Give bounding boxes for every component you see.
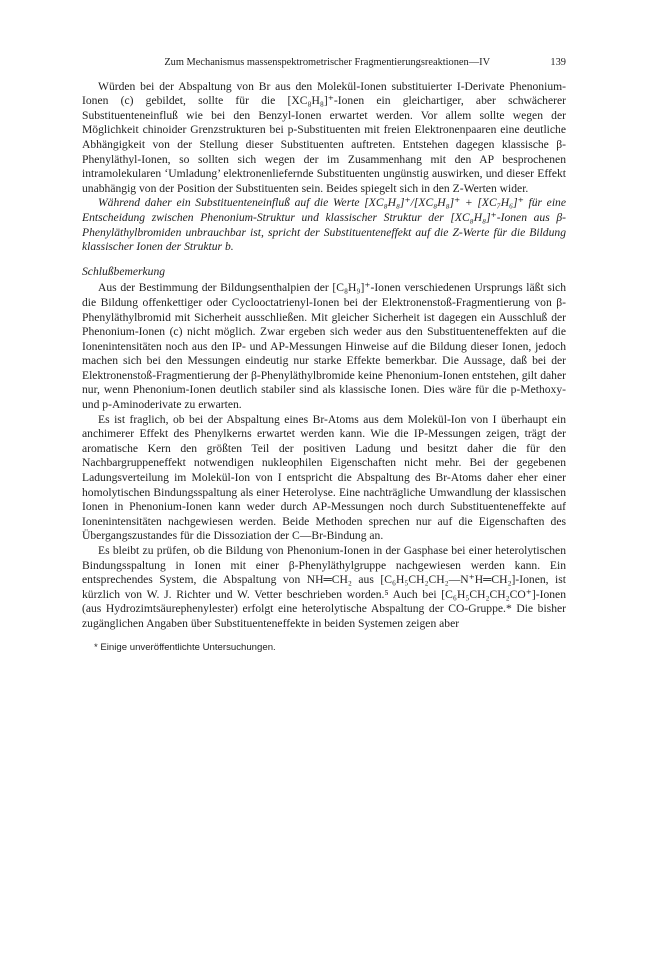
paragraph-4: Es ist fraglich, ob bei der Abspaltung eines Br-Atoms aus dem Molekül-Ion von I überhaupt ein anchimerer Effekt des Phenylkerns erwartet werden kann. Wie die IP-Messungen zeigen, trägt der aromatische Kern den größten Teil der positiven Ladung und besitzt daher die für den Nachbargruppeneffekt notwendigen nukleophilen Eigenschaften nicht mehr. Bei der gegebenen Ladungsverteilung im Molekül-Ion von I entspricht die Abspaltung des Br-Atoms daher eher einer homolytischen Bindungsspaltung als einer Heterolyse. Eine nachträgliche Umwandlung der klassischen Ionen in Phenonium-Ionen kann weder durch AP-Messungen noch durch Substituenteneffekte auf Ionenintensitäten nachgewiesen werden. Beide Methoden sprechen nur auf die Eigenschaften des Übergangszustandes für die Dissoziation der C—Br-Bindung an. — [82, 412, 566, 543]
paragraph-2-italic: Während daher ein Substituenteneinfluß auf die Werte [XC₈H₈]⁺/[XC₈H₈]⁺ + [XC₇H₆]⁺ für eine Entscheidung zwischen Phenonium-Struktur und klassischer Struktur der [XC₈H₈]⁺-Ionen aus β-Phenyläthylbromiden unbrauchbar ist, spricht der Substituenteneffekt auf die Z-Werte für die Bildung klassischer Ionen der Struktur b. — [82, 196, 566, 254]
paper-page — [82, 56, 566, 654]
page-number: 139 — [550, 57, 566, 68]
section-title: Schlußbemerkung — [82, 264, 166, 278]
paragraph-5: Es bleibt zu prüfen, ob die Bildung von Phenonium-Ionen in der Gasphase bei einer heterolytischen Bindungsspaltung in Ionen mit einer β-Phenyläthylgruppe nachgewiesen werden kann. Ein entsprechendes System, die Abspaltung von NH═CH₂ aus [C₆H₅CH₂CH₂—N⁺H═CH₂]-Ionen, ist kürzlich von W. J. Richter und W. Vetter beschrieben worden.⁵ Auch bei [C₆H₅CH₂CH₂CO⁺]-Ionen (aus Hydrozimtsäurephenylester) erfolgt eine heterolytische Abspaltung der CO-Gruppe.* Die bisher zugänglichen Angaben über Substituenteneffekte in beiden Systemen zeigen aber — [82, 544, 566, 630]
paragraph-1: Würden bei der Abspaltung von Br aus den Molekül-Ionen substituierter I-Derivate Phenonium-Ionen (c) gebildet, sollte für die [XC₈H₈]⁺-Ionen ein gleichartiger, aber schwächerer Substituenteneinfluß wie bei den Benzyl-Ionen erwartet werden. Vor allem sollte wegen der Möglichkeit chinoider Grenzstrukturen bei p-Substituenten mit freien Elektronenpaaren eine deutliche Abhängigkeit von der Stellung dieser Substituenten auftreten. Entstehen dagegen klassische β-Phenyläthyl-Ionen, so sollten sich wegen der im Zusammenhang mit den AP besprochenen intramolekularen ‘Umladung’ elektronenliefernde Substituenten ungünstig auswirken, und dieser Effekt unabhängig von der Position der Substituenten sein. Beides spiegelt sich in den Z-Werten wider. — [82, 79, 566, 195]
page-header — [82, 56, 566, 71]
paragraph-3: Aus der Bestimmung der Bildungsenthalpien der [C₈H₉]⁺-Ionen verschiedenen Ursprungs läßt sich die Bildung offenkettiger oder Cyclooctatrienyl-Ionen bei der Elektronenstoß-Fragmentierung von β-Phenyläthylbromid mit Sicherheit ausschließen. Mit gleicher Sicherheit ist dagegen ein Ausschluß der Phenonium-Ionen (c) nicht möglich. Zwar ergeben sich weder aus den Substituenteneffekten auf die Ionenintensitäten noch aus den IP- und AP-Messungen Hinweise auf die Bildung dieser Ionen, jedoch machen sich bei den Messungen eindeutig nur starke Effekte bemerkbar. Die Aussage, daß bei der Elektronenstoß-Fragmentierung der β-Phenyläthylbromide keine Phenonium-Ionen entstehen, gilt daher nur, wenn Phenonium-Ionen deutlich stabiler sind als klassische Ionen. Dies wäre für die p-Methoxy- und p-Aminoderivate zu erwarten. — [82, 281, 566, 412]
footnote: * Einige unveröffentlichte Untersuchungen. — [94, 641, 276, 653]
running-title: Zum Mechanismus massenspektrometrischer Fragmentierungsreaktionen—IV — [164, 57, 491, 68]
